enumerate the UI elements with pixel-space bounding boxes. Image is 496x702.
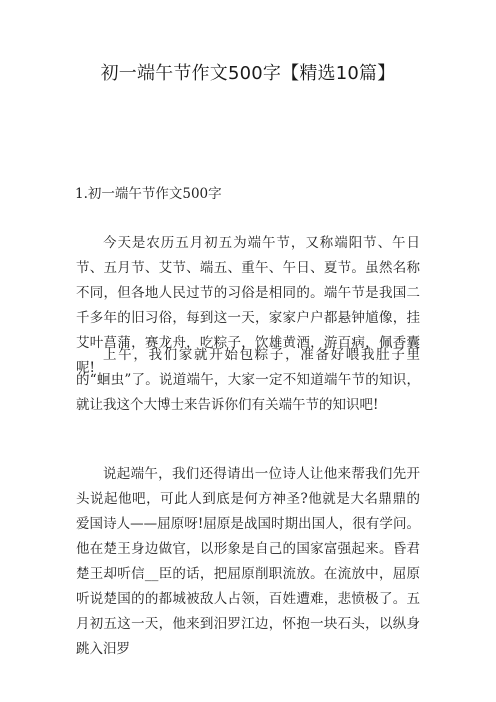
paragraph-1: 今天是农历五月初五为端午节，又称端阳节、午日节、五月节、艾节、端五、重午、午日、夏节。虽然名称不同，但各地人民过节的习俗是相同的。端午节是我国二千多年的旧习俗，每到这一天，家家户户都悬钟馗像，挂艾叶菖蒲，赛龙舟，吃粽子，饮雄黄酒，游百病，佩香囊呢! (76, 235, 420, 376)
paragraph-2: 上午，我们家就开始包粽子，准备好喂我肚子里的“蛔虫”了。说道端午，大家一定不知道端午节的知识，就让我这个大博士来告诉你们有关端午节的知识吧! (76, 347, 420, 413)
section-heading: 1.初一端午节作文500字 (75, 186, 222, 202)
page-title: 初一端午节作文500字【精选10篇】 (100, 63, 396, 84)
paragraph-3: 说起端午，我们还得请出一位诗人让他来帮我们先开头说起他吧，可此人到底是何方神圣?他就是大名鼎鼎的爱国诗人——屈原呀!屈原是战国时期出国人，很有学问。他在楚王身边做官，以形象是自己的国家富强起来。昏君楚王却听信__臣的话，把屈原削职流放。在流放中，屈原听说楚国的的都城被敌人占领，百姓遭难，悲愤极了。五月初五这一天，他来到汨罗江边，怀抱一块石头，以纵身跳入汨罗 (76, 466, 420, 657)
